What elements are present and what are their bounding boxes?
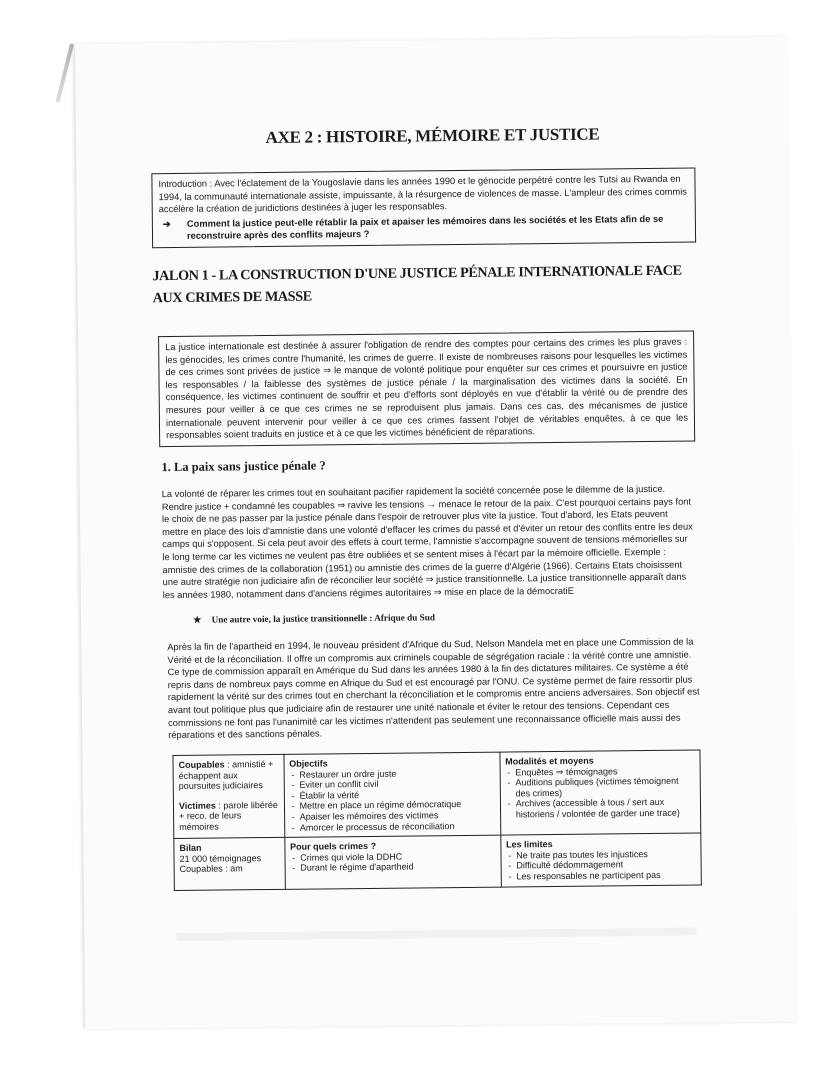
objectifs-list (289, 767, 495, 833)
summary-table (172, 749, 701, 890)
bilan-line: Coupables : am (179, 863, 243, 875)
list-item: - Difficulté dédommagement (506, 859, 695, 872)
table-cell-objectifs (284, 752, 501, 837)
intro-question-text: Comment la justice peut-elle rétablir la paix et apaiser les mémoires dans les sociétés et les Etats afin de se reconstruire après des conflits majeurs ? (186, 213, 664, 242)
list-item: - Restaurer un ordre juste (289, 767, 494, 780)
table-row (174, 833, 702, 890)
victimes-text: : parole libérée + reco. de leurs mémoires (179, 799, 278, 832)
coupables-label: Coupables (178, 759, 225, 770)
actors-coupables (179, 759, 279, 792)
list-item: - Amorcer le processus de réconciliation (290, 820, 495, 833)
list-item: - Ne traite pas toutes les injustices (506, 848, 695, 861)
objectifs-heading: Objectifs (289, 758, 328, 769)
intro-question (159, 212, 689, 243)
list-item: - Archives (accessible à tous / sert aux historiens / volontée de garder une trace) (506, 797, 695, 820)
intro-text: Introduction : Avec l'éclatement de la Yougoslavie dans les années 1990 et le génocide perpétré contre les Tutsi au Rwanda en 1994, la communauté internationale assiste, impuissante, à la résurgence de violences de masse. L'ampleur des crimes commis accélère la création de juridictions destinées à juger les responsables. (158, 173, 687, 215)
subsection-heading-text: Une autre voie, la justice transitionnelle : Afrique du Sud (211, 612, 436, 625)
list-item: - Eviter un conflit civil (289, 778, 494, 791)
intro-box (151, 168, 696, 249)
bilan-line: 21 000 témoignages (179, 852, 262, 864)
coupables-text: : amnistié + échappent aux poursuites judiciaires (178, 758, 274, 792)
list-item: - Mettre en place un régime démocratique (290, 799, 495, 812)
modalites-list (505, 765, 695, 820)
list-item: - Apaiser les mémoires des victimes (290, 810, 495, 823)
modalites-heading: Modalités et moyens (505, 755, 594, 767)
page-shadow (56, 44, 74, 103)
table-cell-crimes (284, 835, 501, 889)
table-cell-limites (501, 833, 702, 886)
limites-heading: Les limites (506, 839, 553, 850)
table-cell-actors (173, 754, 285, 838)
list-item: - Établir la vérité (289, 788, 494, 801)
section1-heading: 1. La paix sans justice pénale ? (161, 458, 326, 475)
jalon-title: JALON 1 - LA CONSTRUCTION D'UNE JUSTICE PÉNALE INTERNATIONALE FACE AUX CRIMES DE MASSE (152, 262, 682, 307)
bleed-through-line (176, 928, 696, 941)
list-item: - Auditions publiques (victimes témoignent des crimes) (505, 776, 694, 799)
page-title: AXE 2 : HISTOIRE, MÉMOIRE ET JUSTICE (265, 124, 600, 148)
crimes-list (290, 850, 495, 873)
victimes-label: Victimes (178, 800, 216, 811)
list-item: - Crimes qui viole la DDHC (290, 850, 495, 863)
paper-sheet (75, 37, 798, 1029)
table-row (173, 750, 701, 839)
arrow-icon: ➔ (162, 218, 171, 229)
actors-victimes (179, 800, 279, 833)
subsection-heading (193, 612, 435, 626)
list-item: - Les responsables ne participent pas (506, 869, 695, 882)
list-item: - Enquêtes ⇒ témoignages (505, 765, 694, 778)
table-cell-modalites (500, 750, 701, 835)
subsection-text: Après la fin de l'apartheid en 1994, le nouveau président d'Afrique du Sud, Nelson Mandela met en place une Commission de la Vérité et de la réconciliation. Il offre un compromis aux criminels coupable de ségrégation raciale : la vérité contre une amnistie. Ce type de commission apparaît en Amérique du Sud dans les années 1980 à la fin des dictatures militaires. Ce système a été repris dans de nombreux pays comme en Afrique du Sud et est encouragé par l'ONU. Ce système permet de faire ressortir plus rapidement la vérité sur des crimes tout en cherchant la réconciliation et le compromis entre anciens adversaires. Son objectif est avant tout politique plus que judiciaire afin de restaurer une unité nationale et éviter le retour des tensions. Cependant ces commissions ne font pas l'unanimité car les victimes n'attendent pas seulement une reconnaissance officielle mais aussi des réparations et des sanctions pénales. (167, 636, 700, 741)
star-icon: ★ (192, 614, 202, 625)
section1-text: La volonté de réparer les crimes tout en souhaitant pacifier rapidement la société concernée pose le dilemme de la justice. Rendre justice + condamné les coupables ⇒ ravive les tensions → menace le retour de la paix. C'est pourquoi certains pays font le choix de ne pas passer par la justice pénale dans l'espoir de retrouver plus vite la justice. Tout d'abord, les Etats peuvent mettre en place des lois d'amnistie dans une volonté d'effacer les crimes du passé et d'éviter un retour des conflits entre les deux camps qui s'opposent. Si cela peut avoir des effets à court terme, l'amnistie s'accompagne souvent de tensions mémorielles sur le long terme car les victimes ne veulent pas être oubliées et se sentent mises à l'écart par la mémoire officielle. Exemple : amnistie des crimes de la collaboration (1951) ou amnistie des crimes de la guerre d'Algérie (1966). Certains Etats choisissent une autre stratégie non judiciaire afin de réconcilier leur société ⇒ justice transitionnelle. La justice transitionnelle apparaît dans les années 1980, notamment dans d'anciens régimes autoritaires ⇒ mise en place de la démocratiE (161, 483, 693, 600)
list-item: - Durant le régime d'apartheid (290, 861, 495, 874)
limites-list (506, 848, 696, 882)
jalon-box: La justice internationale est destinée à assurer l'obligation de rendre des comptes pour certains des crimes les plus graves : les génocides, les crimes contre l'humanité, les crimes de guerre. Il existe de nombreuses raisons pour lesquelles les victimes de ces crimes sont privées de justice ⇒ le manque de volonté politique pour enquêter sur ces crimes et poursuivre en justice les responsables / la faiblesse des systèmes de justice pénale / la marginalisation des victimes dans la société. En conséquence, les victimes continuent de souffrir et peu d'efforts sont déployés en vue d'établir la vérité ou de prendre des mesures pour veiller à ce que ces crimes ne se reproduisent plus jamais. Dans ces cas, des mécanismes de justice internationale peuvent intervenir pour veiller à ce que ces crimes fassent l'objet de véritables enquêtes, à ce que les responsables soient traduits en justice et à ce que les victimes bénéficient de réparations. (158, 331, 695, 447)
bilan-heading: Bilan (179, 842, 202, 854)
table-cell-bilan (174, 838, 285, 891)
crimes-heading: Pour quels crimes ? (290, 841, 377, 852)
